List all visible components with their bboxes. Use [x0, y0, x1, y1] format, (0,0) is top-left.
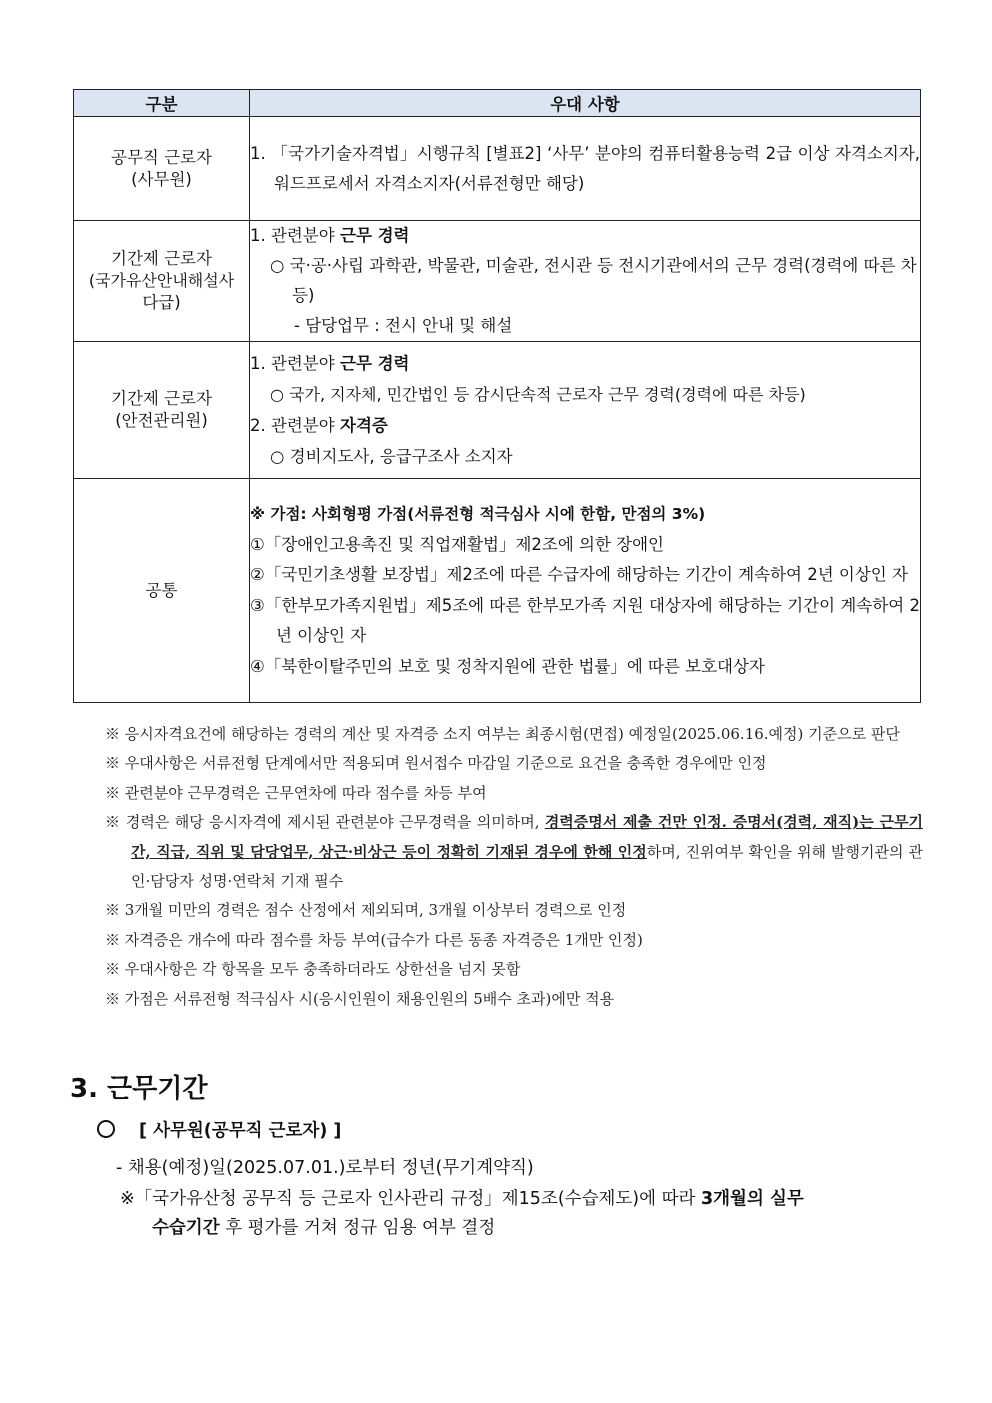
note-item: ※ 경력은 해당 응시자격에 제시된 관련분야 근무경력을 의미하며, 경력증명서 제출 건만 인정. 증명서(경력, 재직)는 근무기간, 직급, 직위 및 담당업무, 상근·비상근 등이 정확히 기재된 경우에 한해 인정하며, 진위여부 확인을 위해 발행기관의 관인·담당자 성명·연락처 기재 필수	[105, 813, 923, 891]
note-item: ※ 자격증은 개수에 따라 점수를 차등 부여(급수가 다른 동종 자격증은 1개만 인정)	[105, 930, 643, 949]
category-cell: 기간제 근로자 (국가유산안내해설사 다급)	[74, 221, 250, 342]
category-cell: 기간제 근로자 (안전관리원)	[74, 342, 250, 479]
item-heading: 1. 관련분야 근무 경력	[250, 354, 410, 373]
section-subtitle: [ 사무원(공무직 근로자) ]	[97, 1117, 341, 1142]
preference-cell: 1. 관련분야 근무 경력 ○ 국·공·사립 과학관, 박물관, 미술관, 전시관 등 전시기관에서의 근무 경력(경력에 따른 차등) - 담당업무 : 전시 안내 및 해설	[250, 221, 921, 342]
table-row	[74, 117, 921, 221]
list-item: ④「북한이탈주민의 보호 및 정착지원에 관한 법률」에 따른 보호대상자	[250, 656, 765, 676]
note-item: ※ 우대사항은 각 항목을 모두 충족하더라도 상한선을 넘지 못함	[105, 960, 521, 979]
item-heading: 1. 관련분야 근무 경력	[250, 226, 410, 245]
table-row	[74, 479, 921, 703]
bonus-heading: ※ 가점: 사회형평 가점(서류전형 적극심사 시에 한함, 만점의 3%)	[250, 505, 706, 523]
table-row	[74, 221, 921, 342]
note-item: ※ 가점은 서류전형 적극심사 시(응시인원이 채용인원의 5배수 초과)에만 적용	[105, 989, 615, 1008]
note-item: ※ 관련분야 근무경력은 근무연차에 따라 점수를 차등 부여	[105, 783, 487, 802]
section-note: ※「국가유산청 공무직 등 근로자 인사관리 규정」제15조(수습제도)에 따라 3개월의 실무 수습기간 후 평가를 거쳐 정규 임용 여부 결정	[120, 1189, 804, 1238]
section-title: 3. 근무기간	[70, 1074, 208, 1104]
list-item: ③「한부모가족지원법」제5조에 따른 한부모가족 지원 대상자에 해당하는 기간이 계속하여 2년 이상인 자	[250, 595, 920, 645]
table-header-row	[74, 90, 921, 117]
preference-table	[73, 89, 921, 703]
preference-cell	[250, 479, 921, 703]
table-row	[74, 342, 921, 479]
notes-list	[105, 720, 923, 1014]
circle-bullet-icon	[97, 1120, 115, 1138]
category-cell: 공무직 근로자 (사무원)	[74, 117, 250, 221]
preference-cell: 1. 관련분야 근무 경력 ○ 국가, 지자체, 민간법인 등 감시단속적 근로자 근무 경력(경력에 따른 차등) 2. 관련분야 자격증 ○ 경비지도사, 응급구조사 소지자	[250, 342, 921, 479]
section-line: - 채용(예정)일(2025.07.01.)로부터 정년(무기계약직)	[116, 1158, 534, 1178]
header-category: 구분	[74, 90, 250, 117]
item-heading: 2. 관련분야 자격증	[250, 416, 388, 435]
note-item: ※ 우대사항은 서류전형 단계에서만 적용되며 원서접수 마감일 기준으로 요건을 충족한 경우에만 인정	[105, 754, 767, 773]
note-item: ※ 3개월 미만의 경력은 점수 산정에서 제외되며, 3개월 이상부터 경력으로 인정	[105, 901, 627, 920]
note-item: ※ 응시자격요건에 해당하는 경력의 계산 및 자격증 소지 여부는 최종시험(면접) 예정일(2025.06.16.예정) 기준으로 판단	[105, 725, 900, 743]
header-preference: 우대 사항	[250, 90, 921, 117]
preference-cell: 1. 「국가기술자격법」시행규칙 [별표2] ‘사무’ 분야의 컴퓨터활용능력 2급 이상 자격소지자, 워드프로세서 자격소지자(서류전형만 해당)	[250, 117, 921, 221]
list-item: ②「국민기초생활 보장법」제2조에 따른 수급자에 해당하는 기간이 계속하여 2년 이상인 자	[250, 565, 908, 584]
category-cell: 공통	[74, 479, 250, 703]
list-item: ①「장애인고용촉진 및 직업재활법」제2조에 의한 장애인	[250, 534, 664, 554]
